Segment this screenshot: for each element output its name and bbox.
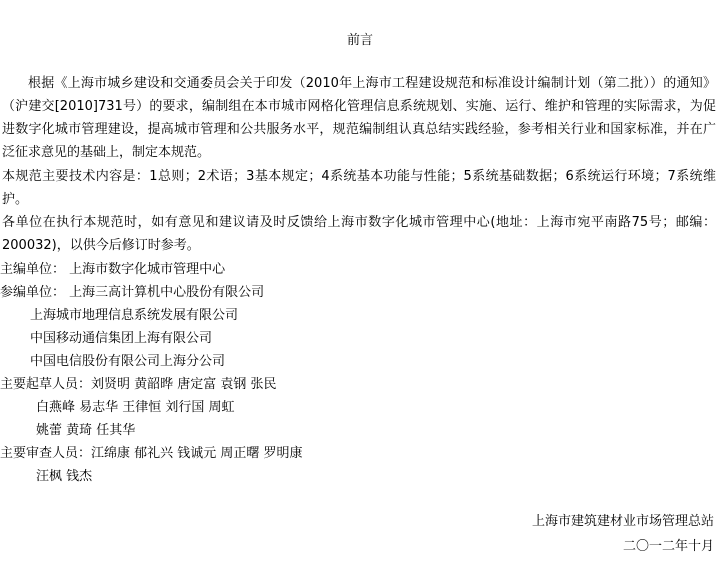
participating-unit-line: 参编单位： 上海三高计算机中心股份有限公司 xyxy=(0,285,265,300)
signature-org: 上海市建筑建材业市场管理总站 xyxy=(531,514,714,529)
participating-unit-line: 中国电信股份有限公司上海分公司 xyxy=(30,354,226,369)
participating-unit-line: 中国移动通信集团上海有限公司 xyxy=(30,331,213,346)
reviewers-line: 主要审查人员：江绵康 郁礼兴 钱诚元 周正曙 罗明康 xyxy=(0,446,303,461)
drafters-line: 姚蕾 黄琦 任其华 xyxy=(36,423,136,438)
editor-unit-line: 主编单位： 上海市数字化城市管理中心 xyxy=(0,262,226,277)
document-title: 前言 xyxy=(346,33,373,48)
technical-content-paragraph: 本规范主要技术内容是：1总则；2术语；3基本规定；4系统基本功能与性能；5系统基础数据；6系统运行环境；7系统维护。 xyxy=(2,169,716,207)
signature-date: 二〇一二年十月 xyxy=(622,539,714,554)
drafters-line: 白燕峰 易志华 王律恒 刘行国 周虹 xyxy=(36,400,235,415)
drafters-line: 主要起草人员：刘贤明 黄韶晔 唐定富 袁钢 张民 xyxy=(0,377,277,392)
reviewers-line: 汪枫 钱杰 xyxy=(36,469,93,484)
feedback-paragraph: 各单位在执行本规范时，如有意见和建议请及时反馈给上海市数字化城市管理中心(地址：上海市宛平南路75号；邮编：200032)，以供今后修订时参考。 xyxy=(2,215,716,253)
participating-unit-line: 上海城市地理信息系统发展有限公司 xyxy=(30,308,239,323)
intro-paragraph: 根据《上海市城乡建设和交通委员会关于印发（2010年上海市工程建设规范和标准设计编制计划（第二批））的通知》（沪建交[2010]731号）的要求，编制组在本市城市网格化管理信息系统规划、实施、运行、维护和管理的实际需求，为促进数字化城市管理建设，提高城市管理和公共服务水平，规范编制组认真总结实践经验，参考相关行业和国家标准，并在广泛征求意见的基础上，制定本规范。 xyxy=(2,76,716,160)
